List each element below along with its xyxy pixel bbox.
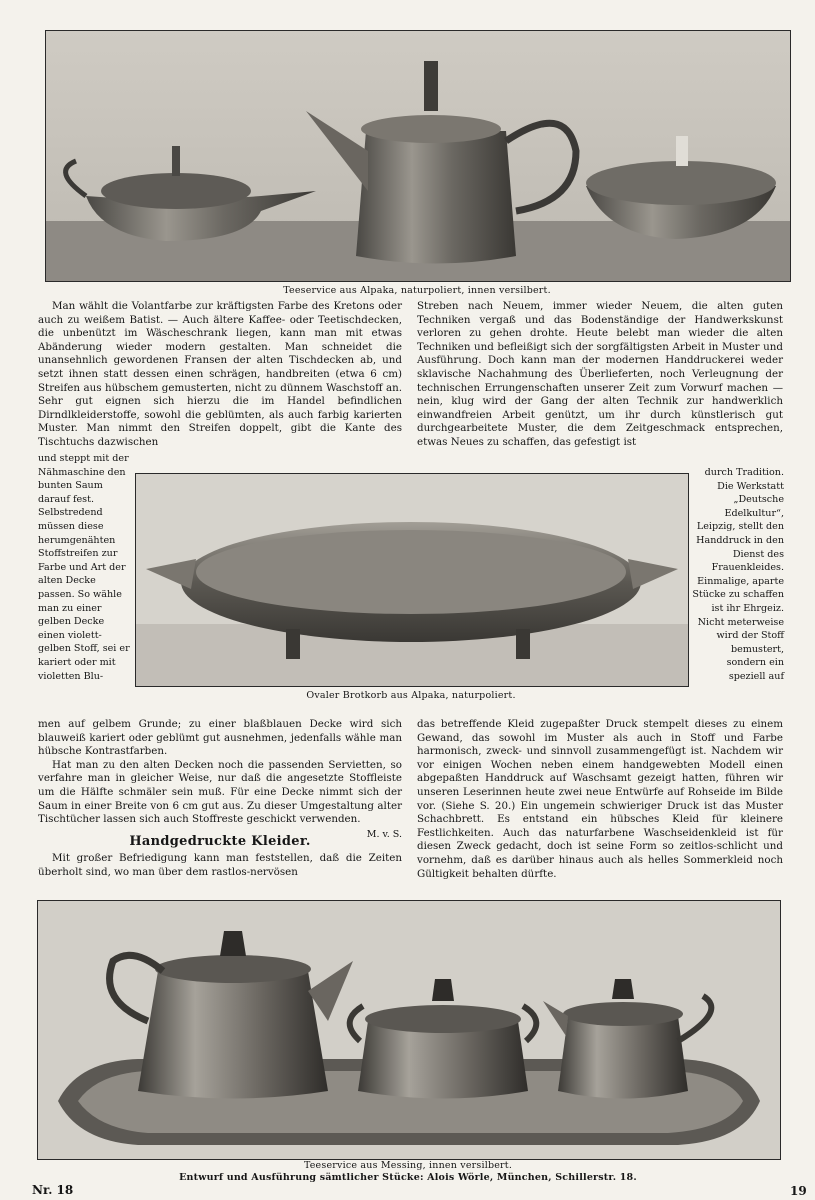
page-number: 19 xyxy=(790,1184,807,1198)
article1-bottom-left xyxy=(38,718,402,840)
article1-paragraph-narrow: und steppt mit der Nähmaschine den bunten Saum darauf fest. Selbstredend müssen diese herumgenähten Stoffstreifen zur Farbe und Art der alten Decke passen. So wähle man zu einer gelben Decke einen violett-gelben Stoff, sei er kariert oder mit violetten Blu- xyxy=(38,453,130,682)
article2-bottom-right xyxy=(417,718,783,884)
article1-paragraph-bottom: men auf gelbem Grunde; zu einer blaßblauen Decke wird sich blauweiß kariert oder geblümt gut ausnehmen, jedenfalls wähle man hübsche Kontrastfarben. xyxy=(38,718,402,758)
photo-tea-service-messing xyxy=(37,900,781,1160)
article2-narrow-right xyxy=(692,466,784,720)
photo-bread-basket xyxy=(135,473,689,687)
article1-paragraph-top: Man wählt die Volantfarbe zur kräftigsten Farbe des Kretons oder auch zu weißem Batist. — Auch ältere Kaffee- oder Teetischdecken, die unbenützt im Wäscheschrank liegen, kann man mit etwas Abänderung wieder modern gestalten. Man schneidet die unansehnlich gewordenen Fransen der alten Tischdecken ab, und setzt ihnen statt dessen einen schrägen, handbreiten (etwa 6 cm) Streifen aus hübschem gemusterten, nicht zu dünnem Waschstoff an. Sehr gut eignen sich hierzu die im Handel befindlichen Dirndlkleiderstoffe, sowohl die geblümten, als auch farbig karierten Muster. Man nimmt den Streifen doppelt, gibt die Kante des Tischtuchs dazwischen xyxy=(38,300,402,448)
article2-intro xyxy=(38,852,402,882)
article2-paragraph-intro: Mit großer Befriedigung kann man feststellen, daß die Zeiten überholt sind, wo man über dem rastlos-nervösen xyxy=(38,852,402,878)
article2-paragraph-narrow: durch Tradition. Die Werkstatt „Deutsche Edelkultur“, Leipzig, stellt den Handdruck in den Dienst des Frauenkleides. Einmalige, aparte Stücke zu schaffen ist ihr Ehrgeiz. Nicht meterweise wird der Stoff bemustert, sondern ein speziell auf xyxy=(692,467,784,682)
article2-paragraph-top: Streben nach Neuem, immer wieder Neuem, die alten guten Techniken vergaß und das Bodenständige der Handwerkskunst verloren zu gehen drohte. Heute belebt man wieder die alten Techniken und befleißigt sich der sorgfältigsten Arbeit in Muster und Ausführung. Doch kann man der modernen Handdruckerei weder sklavische Nachahmung des Überlieferten, noch Verleugnung der technischen Errungenschaften unserer Zeit zum Vorwurf machen — nein, klug wird der Gang der alten Technik zur handwerklich einwandfreien Arbeit genützt, um ihr durch künstlerisch gut durchgearbeitete Muster, die dem Zeitgeschmack entsprechen, etwas Neues zu schaffen, das gefestigt ist xyxy=(417,300,783,448)
article1-signature: M. v. S. xyxy=(366,828,402,840)
photo-tea-service-alpaka xyxy=(45,30,791,282)
issue-number: Nr. 18 xyxy=(32,1183,74,1197)
caption-bottom-line1: Teeservice aus Messing, innen versilbert. xyxy=(303,1160,513,1171)
article2-heading: Handgedruckte Kleider. xyxy=(129,834,311,849)
caption-top: Teeservice aus Alpaka, naturpoliert, innen versilbert. xyxy=(283,285,551,296)
article1-narrow-left xyxy=(38,452,130,718)
article1-top-left xyxy=(38,300,402,452)
article2-top-right xyxy=(417,300,783,466)
article1-paragraph-servietten: Hat man zu den alten Decken noch die passenden Servietten, so verfahre man in gleicher Weise, nur daß die angesetzte Stoffleiste um die Hälfte schmäler sein muß. Für eine Decke nimmt sich der Saum in einer Breite von 6 cm gut aus. Zu dieser Umgestaltung alter Tischtücher lassen sich auch Stoffreste geschickt verwenden. xyxy=(38,758,402,826)
caption-bottom-line2: Entwurf und Ausführung sämtlicher Stücke: Alois Wörle, München, Schillerstr. 18. xyxy=(179,1172,637,1183)
article2-paragraph-bottom: das betreffende Kleid zugepaßter Druck stempelt dieses zu einem Gewand, das sowohl im Muster als auch in Stoff und Farbe harmonisch, zweck- und sinnvoll zusammengefügt ist. Nachdem wir vor einigen Wochen neben einem handgewebten Modell einen abgepaßten Handdruck auf Waschsamt gezeigt hatten, führen wir unseren Leserinnen heute zwei neue Entwürfe auf Rohseide im Bilde vor. (Siehe S. 20.) Ein ungemein schwieriger Druck ist das Muster Schachbrett. Es entstand ein hübsches Kleid für kleinere Festlichkeiten. Auch das naturfarbene Waschseidenkleid ist für diesen Zweck gedacht, doch ist seine Form so zeitlos-schlicht und vornehm, daß es darüber hinaus auch als helles Sommerkleid noch Gültigkeit behalten dürfte. xyxy=(417,718,783,880)
caption-middle: Ovaler Brotkorb aus Alpaka, naturpoliert. xyxy=(306,690,516,701)
